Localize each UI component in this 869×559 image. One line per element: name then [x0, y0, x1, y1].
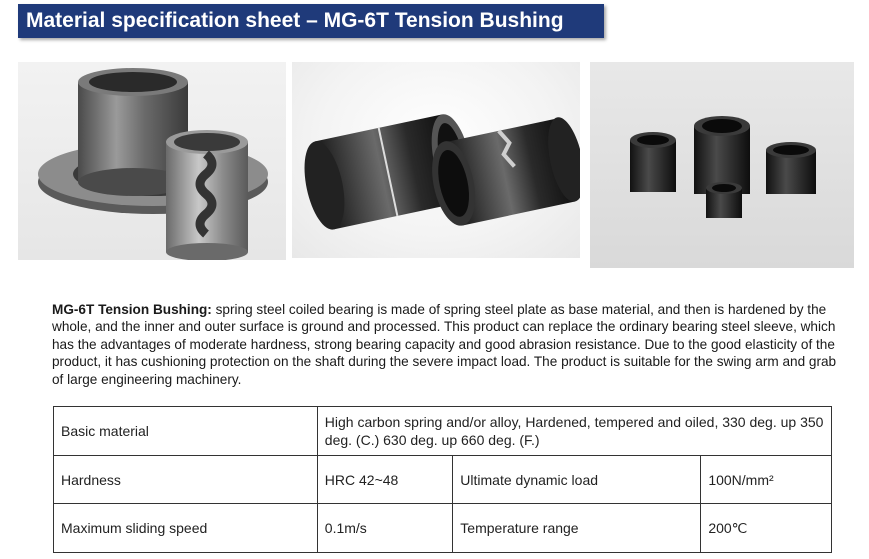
product-description — [52, 301, 837, 388]
table-row — [54, 407, 832, 456]
sliding-speed-value: 0.1m/s — [317, 504, 453, 553]
sliding-speed-label: Maximum sliding speed — [54, 504, 318, 553]
table-row — [54, 504, 832, 553]
description-lead: MG-6T Tension Bushing: — [52, 302, 212, 317]
temperature-value: 200℃ — [701, 504, 832, 553]
photo-bushing-set — [590, 62, 854, 268]
temperature-label: Temperature range — [453, 504, 701, 553]
ultimate-load-value: 100N/mm² — [701, 456, 832, 504]
basic-material-label: Basic material — [54, 407, 318, 456]
hardness-label: Hardness — [54, 456, 318, 504]
page-title: Material specification sheet – MG-6T Tension Bushing — [18, 4, 604, 38]
basic-material-value-text: High carbon spring and/or alloy, Hardened, tempered and oiled, 330 deg. up 350 deg. (C.) 630 deg. up 660 deg. (F.) — [324, 414, 824, 448]
photo-two-bushings — [292, 62, 580, 258]
description-text: spring steel coiled bearing is made of spring steel plate as base material, and then is hardened by the whole, and the inner and outer surface is ground and processed. This product can replace the ordinary bearing steel sleeve, which has the advantages of moderate hardness, strong bearing capacity and good abrasion resistance. Due to the good elasticity of the product, it has cushioning protection on the shaft during the severe impact load. The product is suitable for the swing arm and grab of large engineering machinery. — [52, 302, 837, 387]
photo-bushing-with-flange — [18, 62, 286, 260]
hardness-value: HRC 42~48 — [317, 456, 453, 504]
basic-material-value — [317, 407, 831, 456]
spec-table — [53, 406, 832, 553]
ultimate-load-label: Ultimate dynamic load — [453, 456, 701, 504]
table-row — [54, 456, 832, 504]
